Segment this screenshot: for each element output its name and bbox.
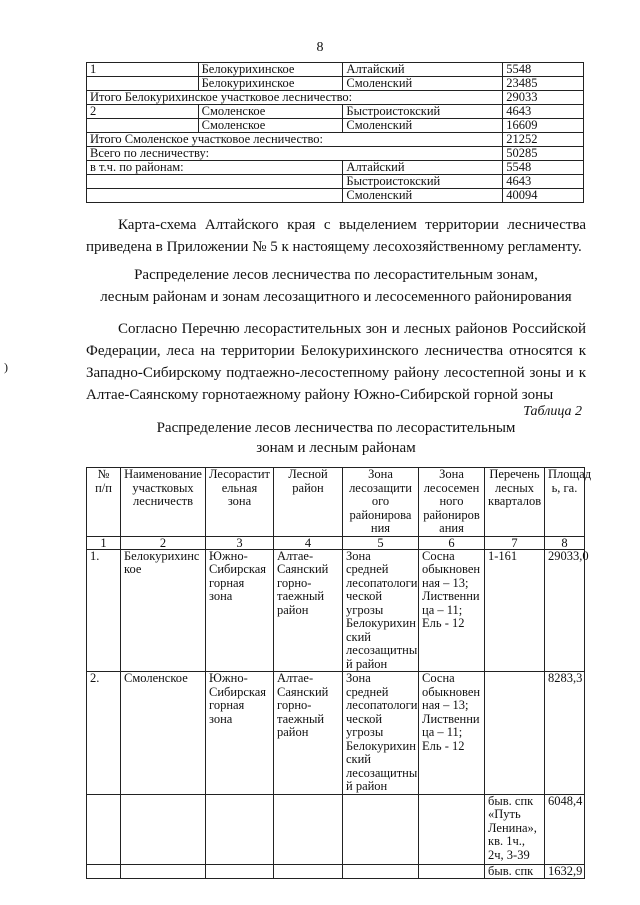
table-cell: 16609 [503,119,584,133]
table-cell: 8283,3 [545,672,585,795]
caption-line: Распределение лесов лесничества по лесорастительным [156,420,516,436]
table-cell [87,189,343,203]
table-cell: Сосна обыкновен ная – 13; Лиственни ца – 11; Ель - 12 [419,672,485,795]
heading-line: Распределение лесов лесничества по лесорастительным зонам, [134,267,538,283]
table-cell: 2. [87,672,121,795]
table-cell: 1-161 [485,549,545,672]
table-cell: Белокурихинс кое [121,549,206,672]
table-cell: Смоленское [198,105,343,119]
table-cell: 1. [87,549,121,672]
table-cell [87,77,199,91]
table-caption [86,418,586,458]
table-cell: Смоленское [198,119,343,133]
column-header: Лесорастит ельная зона [206,468,274,537]
section-heading [86,264,586,308]
table-cell: Смоленское [121,672,206,795]
subtotal-label: Итого Белокурихинское участковое лесничество: [87,91,503,105]
table-row [87,794,585,864]
table-row [87,189,584,203]
total-label: Всего по лесничеству: [87,147,503,161]
table-cell: Смоленский [343,77,503,91]
column-number: 4 [274,536,343,549]
table-row [87,91,584,105]
paragraph-line: Согласно Перечню лесорастительных зон и лесных районов Российской [118,321,586,337]
table-cell [87,175,343,189]
table-row [87,63,584,77]
table-cell: Сосна обыкновен ная – 13; Лиственни ца – 11; Ель - 12 [419,549,485,672]
subtotal-value: 29033 [503,91,584,105]
table-row [87,672,585,795]
table-reference: Таблица 2 [523,404,582,419]
column-header: Перечень лесных кварталов [485,468,545,537]
table-cell: 4643 [503,175,584,189]
table-row [87,77,584,91]
heading-line: лесным районам и зонам лесозащитного и лесосеменного районирования [100,289,572,305]
column-header: Зона лесозащити ого районирова ния [343,468,419,537]
table-cell: Быстроистокский [343,175,503,189]
table-row [87,864,585,879]
table-cell: быв. спк «Путь Ленина», кв. 1ч., 2ч, 3-39 [485,794,545,864]
column-header: Площад ь, га. [545,468,585,537]
map-reference-paragraph [86,214,586,258]
table-cell: 5548 [503,63,584,77]
table-cell: Смоленский [343,119,503,133]
table-cell: 2 [87,105,199,119]
table-cell: Белокурихинское [198,63,343,77]
table-cell: 40094 [503,189,584,203]
table-row [87,105,584,119]
forest-zones-table [86,467,592,879]
table-cell: Алтайский [343,63,503,77]
table-cell [121,864,206,879]
column-number: 2 [121,536,206,549]
table-cell: Южно- Сибирская горная зона [206,672,274,795]
table-cell: 29033,0 [545,549,585,672]
table-cell [206,794,274,864]
paragraph-line: Западно-Сибирскому подтаежно-лесостепному району лесостепной зоны и к [86,365,586,381]
table-cell [206,864,274,879]
table-cell: 6048,4 [545,794,585,864]
paragraph-line: приведена в Приложении № 5 к настоящему лесохозяйственному регламенту. [86,239,582,255]
table-cell: 1 [87,63,199,77]
table-cell: в т.ч. по районам: [87,161,343,175]
column-header: Лесной район [274,468,343,537]
table-cell [343,864,419,879]
column-header: Зона лесосемен ного райониров ания [419,468,485,537]
table-cell: быв. спк [485,864,545,879]
table-cell [87,119,199,133]
table-cell [274,864,343,879]
paragraph-line: Федерации, леса на территории Белокурихинского лесничества относятся к [86,343,586,359]
table-cell [485,672,545,795]
table-cell: Смоленский [343,189,503,203]
column-number: 7 [485,536,545,549]
table-row [87,549,585,672]
table-row [87,147,584,161]
table-cell: Быстроистокский [343,105,503,119]
table-cell: Алтае- Саянский горно- таежный район [274,672,343,795]
table-cell [419,864,485,879]
table-row [87,133,584,147]
table-cell: Алтае- Саянский горно- таежный район [274,549,343,672]
table-cell: Южно- Сибирская горная зона [206,549,274,672]
column-number: 8 [545,536,585,549]
zones-paragraph [86,318,586,406]
column-header: Наименование участковых лесничеств [121,468,206,537]
table-cell [121,794,206,864]
district-area-table [86,62,584,203]
column-number-row [87,536,585,549]
table-cell: Зона средней лесопатологи ческой угрозы Белокурихин ский лесозащитны й район [343,549,419,672]
table-cell [274,794,343,864]
column-number: 5 [343,536,419,549]
table-cell: Алтайский [343,161,503,175]
subtotal-value: 21252 [503,133,584,147]
table-row [87,175,584,189]
table-cell [419,794,485,864]
table-row [87,161,584,175]
table-cell: 23485 [503,77,584,91]
caption-line: зонам и лесным районам [256,440,416,456]
column-header: № п/п [87,468,121,537]
table-cell: Белокурихинское [198,77,343,91]
table-cell [87,864,121,879]
page-number: 8 [316,40,324,55]
column-number: 3 [206,536,274,549]
paragraph-line: Карта-схема Алтайского края с выделением территории лесничества [118,217,586,233]
subtotal-label: Итого Смоленское участковое лесничество: [87,133,503,147]
header-row [87,468,585,537]
table-cell [343,794,419,864]
total-value: 50285 [503,147,584,161]
column-number: 6 [419,536,485,549]
paragraph-line: Алтае-Саянскому горнотаежному району Южно-Сибирской горной зоны [86,387,554,403]
margin-mark: ​) [4,360,8,374]
table-cell: Зона средней лесопатологи ческой угрозы Белокурихин ский лесозащитны й район [343,672,419,795]
table-cell: 5548 [503,161,584,175]
table-cell: 1632,9 [545,864,585,879]
table-row [87,119,584,133]
table-cell: 4643 [503,105,584,119]
column-number: 1 [87,536,121,549]
table-cell [87,794,121,864]
